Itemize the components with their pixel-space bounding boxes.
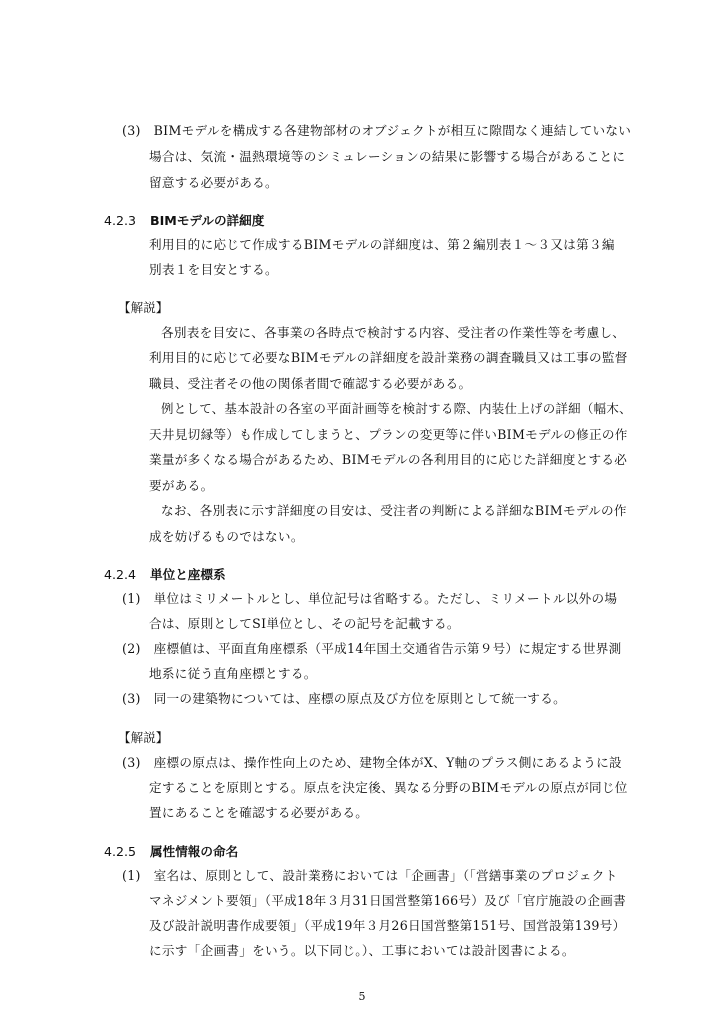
s425-line-2: マネジメント要領」（平成18年３月31日国営整第166号）及び「官庁施設の企画書 xyxy=(149,893,627,908)
heading-title: BIMモデルの詳細度 xyxy=(150,213,265,228)
s424-commentary-line-2: 定することを原則とする。原点を決定後、異なる分野のBIMモデルの原点が同じ位 xyxy=(149,780,628,795)
s423-commentary-line-3: 職員、受注者その他の関係者間で確認する必要がある。 xyxy=(149,376,472,391)
s423-commentary-line-6: 業量が多くなる場合があるため、BIMモデルの各利用目的に応じた詳細度とする必 xyxy=(149,452,628,467)
s424-line-1: (1) 単位はミリメートルとし、単位記号は省略する。ただし、ミリメートル以外の場 xyxy=(122,591,618,606)
s423-line-2: 別表１を目安とする。 xyxy=(149,262,278,277)
item-3-line-3: 留意する必要がある。 xyxy=(149,175,278,190)
s423-commentary-line-7: 要がある。 xyxy=(149,478,214,493)
s423-line-1: 利用目的に応じて作成するBIMモデルの詳細度は、第２編別表１～３又は第３編 xyxy=(149,237,615,252)
heading-number: 4.2.5 xyxy=(104,844,137,859)
s425-line-1: (1) 室名は、原則として、設計業務においては「企画書」（「営繕事業のプロジェクト xyxy=(122,868,618,883)
commentary-label: 【解説】 xyxy=(118,730,169,745)
s424-line-4: 地系に従う直角座標とする。 xyxy=(149,666,317,681)
s424-commentary-line-3: 置にあることを確認する必要がある。 xyxy=(149,805,369,820)
heading-title: 単位と座標系 xyxy=(150,567,226,582)
heading-4-2-4 xyxy=(104,567,226,583)
s423-commentary-line-8: なお、各別表に示す詳細度の目安は、受注者の判断による詳細なBIMモデルの作 xyxy=(161,503,627,518)
heading-4-2-3 xyxy=(104,213,264,229)
heading-4-2-5 xyxy=(104,844,238,860)
s423-commentary-line-5: 天井見切縁等）も作成してしまうと、プランの変更等に伴いBIMモデルの修正の作 xyxy=(149,427,628,442)
s425-line-3: 及び設計説明書作成要領」（平成19年３月26日国営整第151号、国営設第139号） xyxy=(149,918,626,933)
s425-line-4: に示す「企画書」をいう。以下同じ。）、工事においては設計図書による。 xyxy=(149,943,575,958)
s424-line-2: 合は、原則としてSI単位とし、その記号を記載する。 xyxy=(149,616,460,631)
s423-commentary-line-2: 利用目的に応じて必要なBIMモデルの詳細度を設計業務の調査職員又は工事の監督 xyxy=(149,350,628,365)
s424-commentary-line-1: (3) 座標の原点は、操作性向上のため、建物全体がX、Y軸のプラス側にあるように設 xyxy=(122,755,622,770)
heading-title: 属性情報の命名 xyxy=(150,844,239,859)
s423-commentary-line-9: 成を妨げるものではない。 xyxy=(149,529,304,544)
heading-number: 4.2.3 xyxy=(104,213,137,228)
s423-commentary-line-1: 各別表を目安に、各事業の各時点で検討する内容、受注者の作業性等を考慮し、 xyxy=(161,325,626,340)
item-3-line-1: (3) BIMモデルを構成する各建物部材のオブジェクトが相互に隙間なく連結していない xyxy=(122,123,632,138)
item-3-line-2: 場合は、気流・温熱環境等のシミュレーションの結果に影響する場合があることに xyxy=(149,149,626,164)
heading-number: 4.2.4 xyxy=(104,567,137,582)
s423-commentary-line-4: 例として、基本設計の各室の平面計画等を検討する際、内装仕上げの詳細（幅木、 xyxy=(161,401,632,416)
s424-line-5: (3) 同一の建築物については、座標の原点及び方位を原則として統一する。 xyxy=(122,691,566,706)
commentary-label: 【解説】 xyxy=(118,300,169,315)
page-number: 5 xyxy=(358,990,366,1003)
s424-line-3: (2) 座標値は、平面直角座標系（平成14年国土交通省告示第９号）に規定する世界測 xyxy=(122,641,622,656)
